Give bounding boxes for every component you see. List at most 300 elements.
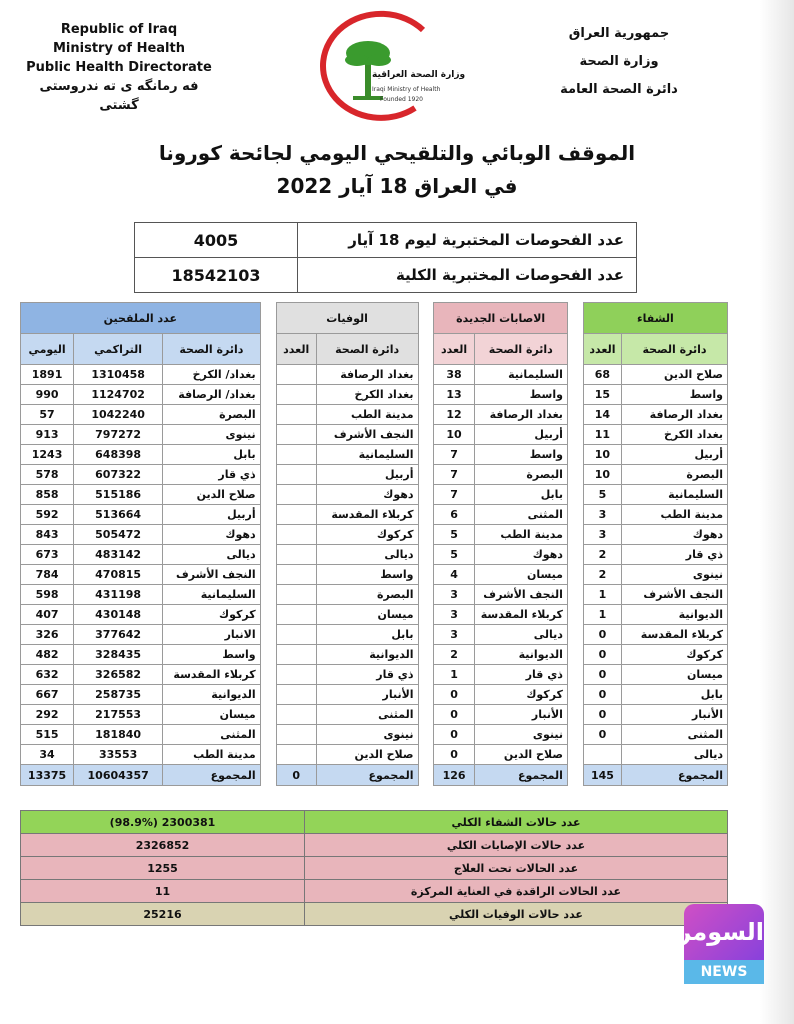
summary-label: عدد الحالات الراقدة في العناية المركزة	[305, 880, 728, 903]
col-count: العدد	[434, 334, 474, 365]
row-recovered-directorate: الأنبار	[622, 705, 728, 725]
row-recovered-count: 10	[583, 465, 621, 485]
row-cases-count: 6	[434, 505, 474, 525]
row-recovered-count: 5	[583, 485, 621, 505]
row-cases-directorate: النجف الأشرف	[474, 585, 567, 605]
row-deaths-directorate: بابل	[316, 625, 418, 645]
row-vacc-directorate: ديالى	[163, 545, 261, 565]
spacer	[260, 525, 276, 545]
row-recovered-count: 14	[583, 405, 621, 425]
row-deaths-count	[276, 365, 316, 385]
spacer	[418, 425, 434, 445]
header-ar-line: وزارة الصحة	[579, 54, 659, 69]
logo-english-text: Iraqi Ministry of Health	[372, 86, 441, 93]
summary-value: 11	[21, 880, 305, 903]
summary-label: عدد حالات الإصابات الكلي	[305, 834, 728, 857]
deaths-header: الوفيات	[276, 303, 418, 334]
daily-tests-label: عدد الفحوصات المختبرية ليوم 18 آيار	[298, 223, 637, 258]
row-cases-count: 3	[434, 625, 474, 645]
table-row	[21, 545, 728, 565]
spacer	[418, 445, 434, 465]
row-recovered-count: 0	[583, 725, 621, 745]
table-row	[21, 565, 728, 585]
summary-row	[21, 811, 728, 834]
row-cases-directorate: البصرة	[474, 465, 567, 485]
row-deaths-directorate: نينوى	[316, 725, 418, 745]
row-recovered-count: 0	[583, 705, 621, 725]
row-deaths-directorate: النجف الأشرف	[316, 425, 418, 445]
row-vacc-directorate: ميسان	[163, 705, 261, 725]
spacer	[567, 665, 583, 685]
header-en-line: Ministry of Health	[53, 41, 185, 56]
col-count: العدد	[583, 334, 621, 365]
row-deaths-count	[276, 385, 316, 405]
row-recovered-count: 1	[583, 585, 621, 605]
spacer	[260, 765, 276, 786]
row-deaths-count	[276, 745, 316, 765]
row-vacc-daily: 843	[21, 525, 74, 545]
row-cases-count: 12	[434, 405, 474, 425]
table-row	[21, 445, 728, 465]
summary-label: عدد حالات الوفيات الكلي	[305, 903, 728, 926]
row-recovered-directorate: أربيل	[622, 445, 728, 465]
table-row	[21, 685, 728, 705]
row-vacc-directorate: ذي قار	[163, 465, 261, 485]
lab-tests-table	[134, 222, 637, 293]
spacer	[567, 303, 583, 334]
spacer	[260, 545, 276, 565]
row-recovered-directorate: بغداد الرصافة	[622, 405, 728, 425]
row-deaths-directorate: ميسان	[316, 605, 418, 625]
row-vacc-directorate: بغداد/ الكرخ	[163, 365, 261, 385]
spacer	[567, 625, 583, 645]
row-deaths-count	[276, 585, 316, 605]
table-row	[21, 485, 728, 505]
row-deaths-count	[276, 645, 316, 665]
row-cases-count: 2	[434, 645, 474, 665]
summary-value: 2326852	[21, 834, 305, 857]
summary-table	[20, 810, 728, 926]
row-cases-directorate: الديوانية	[474, 645, 567, 665]
row-vacc-daily: 673	[21, 545, 74, 565]
spacer	[260, 425, 276, 445]
total-tests-label: عدد الفحوصات المختبرية الكلية	[298, 258, 637, 293]
daily-tests-value: 4005	[135, 223, 298, 258]
covid-stats-table	[20, 302, 728, 786]
summary-row	[21, 857, 728, 880]
row-vacc-cumulative: 326582	[74, 665, 163, 685]
row-recovered-count: 2	[583, 545, 621, 565]
row-recovered-count: 0	[583, 665, 621, 685]
header-en-line: Public Health Directorate	[26, 60, 212, 75]
row-vacc-directorate: النجف الأشرف	[163, 565, 261, 585]
summary-value: 2300381 (98.9%)	[21, 811, 305, 834]
spacer	[567, 545, 583, 565]
ministry-logo	[305, 8, 455, 123]
row-vacc-daily: 913	[21, 425, 74, 445]
spacer	[567, 725, 583, 745]
spacer	[260, 365, 276, 385]
row-vacc-directorate: واسط	[163, 645, 261, 665]
row-cases-count: 10	[434, 425, 474, 445]
row-vacc-daily: 482	[21, 645, 74, 665]
col-cumulative: التراكمي	[74, 334, 163, 365]
spacer	[260, 405, 276, 425]
totals-label: المجموع	[474, 765, 567, 786]
row-recovered-directorate: النجف الأشرف	[622, 585, 728, 605]
row-deaths-directorate: المثنى	[316, 705, 418, 725]
spacer	[418, 565, 434, 585]
spacer	[418, 685, 434, 705]
row-deaths-directorate: البصرة	[316, 585, 418, 605]
row-cases-directorate: صلاح الدين	[474, 745, 567, 765]
row-cases-count: 0	[434, 685, 474, 705]
spacer	[567, 465, 583, 485]
row-deaths-count	[276, 685, 316, 705]
header-kurdish-line: فه رمانگه ى ته ندروستى گشتى	[39, 79, 199, 113]
row-cases-directorate: أربيل	[474, 425, 567, 445]
row-recovered-count: 68	[583, 365, 621, 385]
row-cases-directorate: ميسان	[474, 565, 567, 585]
row-cases-count: 1	[434, 665, 474, 685]
spacer	[567, 425, 583, 445]
col-directorate: دائرة الصحة	[474, 334, 567, 365]
row-vacc-cumulative: 217553	[74, 705, 163, 725]
spacer	[260, 465, 276, 485]
row-recovered-count: 0	[583, 625, 621, 645]
row-deaths-directorate: ذي قار	[316, 665, 418, 685]
row-vacc-cumulative: 797272	[74, 425, 163, 445]
row-vacc-cumulative: 1310458	[74, 365, 163, 385]
row-recovered-count: 15	[583, 385, 621, 405]
spacer	[260, 445, 276, 465]
row-vacc-directorate: كربلاء المقدسة	[163, 665, 261, 685]
row-recovered-directorate: بابل	[622, 685, 728, 705]
row-vacc-daily: 326	[21, 625, 74, 645]
spacer	[418, 665, 434, 685]
spacer	[260, 645, 276, 665]
row-vacc-daily: 990	[21, 385, 74, 405]
row-vacc-daily: 858	[21, 485, 74, 505]
row-recovered-count: 0	[583, 645, 621, 665]
row-cases-directorate: كربلاء المقدسة	[474, 605, 567, 625]
spacer	[567, 565, 583, 585]
row-vacc-daily: 667	[21, 685, 74, 705]
row-recovered-directorate: مدينة الطب	[622, 505, 728, 525]
row-recovered-count	[583, 745, 621, 765]
spacer	[418, 334, 434, 365]
row-vacc-directorate: بغداد/ الرصافة	[163, 385, 261, 405]
row-vacc-directorate: الانبار	[163, 625, 261, 645]
totals-label: المجموع	[316, 765, 418, 786]
table-row	[21, 705, 728, 725]
row-deaths-directorate: كربلاء المقدسة	[316, 505, 418, 525]
row-recovered-directorate: ديالى	[622, 745, 728, 765]
row-deaths-directorate: بغداد الكرخ	[316, 385, 418, 405]
row-cases-directorate: نينوى	[474, 725, 567, 745]
page-subtitle: في العراق 18 آيار 2022	[276, 174, 518, 198]
row-vacc-daily: 1891	[21, 365, 74, 385]
spacer	[260, 334, 276, 365]
daily-tests-row	[135, 223, 637, 258]
spacer	[260, 605, 276, 625]
row-recovered-directorate: المثنى	[622, 725, 728, 745]
table-row	[21, 645, 728, 665]
row-deaths-count	[276, 625, 316, 645]
row-vacc-daily: 407	[21, 605, 74, 625]
table-row	[21, 425, 728, 445]
row-recovered-directorate: ميسان	[622, 665, 728, 685]
spacer	[567, 505, 583, 525]
logo-founded-text: Founded 1920	[380, 96, 423, 103]
total-tests-value: 18542103	[135, 258, 298, 293]
row-deaths-count	[276, 405, 316, 425]
row-recovered-directorate: ذي قار	[622, 545, 728, 565]
total-deaths: 0	[276, 765, 316, 786]
row-vacc-cumulative: 430148	[74, 605, 163, 625]
row-recovered-directorate: السليمانية	[622, 485, 728, 505]
spacer	[418, 485, 434, 505]
col-directorate: دائرة الصحة	[316, 334, 418, 365]
row-recovered-count: 3	[583, 505, 621, 525]
row-cases-directorate: بابل	[474, 485, 567, 505]
row-vacc-daily: 784	[21, 565, 74, 585]
total-tests-row	[135, 258, 637, 293]
row-cases-count: 7	[434, 465, 474, 485]
spacer	[418, 765, 434, 786]
spacer	[567, 365, 583, 385]
row-cases-directorate: الأنبار	[474, 705, 567, 725]
table-row	[21, 625, 728, 645]
totals-row	[21, 765, 728, 786]
summary-label: عدد الحالات تحت العلاج	[305, 857, 728, 880]
spacer	[260, 485, 276, 505]
row-deaths-directorate: كركوك	[316, 525, 418, 545]
row-deaths-directorate: مدينة الطب	[316, 405, 418, 425]
spacer	[567, 745, 583, 765]
row-cases-directorate: بغداد الرصافة	[474, 405, 567, 425]
row-deaths-count	[276, 505, 316, 525]
row-vacc-cumulative: 470815	[74, 565, 163, 585]
column-header-row	[21, 334, 728, 365]
spacer	[567, 334, 583, 365]
row-vacc-directorate: السليمانية	[163, 585, 261, 605]
header-arabic	[554, 20, 684, 104]
spacer	[260, 385, 276, 405]
row-recovered-count: 1	[583, 605, 621, 625]
row-vacc-cumulative: 431198	[74, 585, 163, 605]
totals-label: المجموع	[163, 765, 261, 786]
row-vacc-daily: 598	[21, 585, 74, 605]
spacer	[567, 405, 583, 425]
table-row	[21, 725, 728, 745]
row-vacc-directorate: الديوانية	[163, 685, 261, 705]
spacer	[418, 605, 434, 625]
row-vacc-cumulative: 33553	[74, 745, 163, 765]
spacer	[260, 505, 276, 525]
spacer	[567, 485, 583, 505]
row-cases-count: 7	[434, 445, 474, 465]
row-recovered-count: 11	[583, 425, 621, 445]
row-cases-count: 3	[434, 605, 474, 625]
row-deaths-directorate: دهوك	[316, 485, 418, 505]
row-deaths-count	[276, 665, 316, 685]
row-cases-directorate: واسط	[474, 445, 567, 465]
row-vacc-cumulative: 181840	[74, 725, 163, 745]
row-cases-count: 38	[434, 365, 474, 385]
summary-row	[21, 834, 728, 857]
alsumaria-news-logo	[653, 904, 764, 984]
spacer	[260, 665, 276, 685]
header-ar-line: دائرة الصحة العامة	[560, 82, 678, 97]
row-vacc-daily: 292	[21, 705, 74, 725]
summary-value: 1255	[21, 857, 305, 880]
row-vacc-daily: 57	[21, 405, 74, 425]
row-cases-count: 0	[434, 725, 474, 745]
spacer	[260, 625, 276, 645]
section-header-row	[21, 303, 728, 334]
row-recovered-directorate: صلاح الدين	[622, 365, 728, 385]
table-row	[21, 525, 728, 545]
row-vacc-directorate: أربيل	[163, 505, 261, 525]
spacer	[260, 565, 276, 585]
row-deaths-count	[276, 465, 316, 485]
row-deaths-count	[276, 605, 316, 625]
table-row	[21, 585, 728, 605]
row-recovered-directorate: دهوك	[622, 525, 728, 545]
vaccinated-header: عدد الملقحين	[21, 303, 261, 334]
row-cases-directorate: المثنى	[474, 505, 567, 525]
spacer	[418, 505, 434, 525]
total-recovered: 145	[583, 765, 621, 786]
spacer	[418, 625, 434, 645]
header-english	[24, 20, 214, 115]
row-recovered-directorate: كركوك	[622, 645, 728, 665]
table-row	[21, 505, 728, 525]
spacer	[567, 705, 583, 725]
row-vacc-cumulative: 328435	[74, 645, 163, 665]
table-row	[21, 365, 728, 385]
row-vacc-directorate: كركوك	[163, 605, 261, 625]
row-deaths-directorate: أربيل	[316, 465, 418, 485]
row-deaths-count	[276, 425, 316, 445]
row-vacc-cumulative: 377642	[74, 625, 163, 645]
spacer	[567, 685, 583, 705]
spacer	[418, 465, 434, 485]
row-recovered-count: 3	[583, 525, 621, 545]
table-body	[21, 365, 728, 765]
spacer	[567, 585, 583, 605]
row-deaths-directorate: واسط	[316, 565, 418, 585]
table-row	[21, 385, 728, 405]
row-recovered-directorate: نينوى	[622, 565, 728, 585]
row-vacc-cumulative: 505472	[74, 525, 163, 545]
badge-news: NEWS	[684, 960, 764, 984]
table-row	[21, 405, 728, 425]
new-cases-header: الاصابات الجديدة	[434, 303, 568, 334]
row-deaths-directorate: ديالى	[316, 545, 418, 565]
row-cases-count: 0	[434, 745, 474, 765]
row-vacc-daily: 578	[21, 465, 74, 485]
row-cases-count: 0	[434, 705, 474, 725]
row-vacc-directorate: صلاح الدين	[163, 485, 261, 505]
spacer	[418, 385, 434, 405]
row-recovered-directorate: كربلاء المقدسة	[622, 625, 728, 645]
total-vacc-cumulative: 10604357	[74, 765, 163, 786]
row-deaths-directorate: الأنبار	[316, 685, 418, 705]
row-vacc-cumulative: 1124702	[74, 385, 163, 405]
row-vacc-cumulative: 607322	[74, 465, 163, 485]
table-row	[21, 605, 728, 625]
spacer	[418, 585, 434, 605]
summary-value: 25216	[21, 903, 305, 926]
row-recovered-count: 0	[583, 685, 621, 705]
spacer	[418, 405, 434, 425]
spacer	[567, 765, 583, 786]
row-vacc-daily: 632	[21, 665, 74, 685]
row-recovered-directorate: واسط	[622, 385, 728, 405]
row-deaths-count	[276, 485, 316, 505]
logo-arabic-text: وزارة الصحة العراقية	[372, 70, 466, 80]
row-vacc-directorate: البصرة	[163, 405, 261, 425]
totals-label: المجموع	[622, 765, 728, 786]
row-cases-directorate: واسط	[474, 385, 567, 405]
row-deaths-count	[276, 545, 316, 565]
row-recovered-count: 2	[583, 565, 621, 585]
row-recovered-count: 10	[583, 445, 621, 465]
row-cases-count: 4	[434, 565, 474, 585]
spacer	[418, 303, 434, 334]
spacer	[260, 745, 276, 765]
spacer	[567, 605, 583, 625]
spacer	[260, 705, 276, 725]
row-cases-count: 13	[434, 385, 474, 405]
header-en-line: Republic of Iraq	[60, 22, 178, 37]
row-recovered-directorate: بغداد الكرخ	[622, 425, 728, 445]
row-vacc-daily: 592	[21, 505, 74, 525]
row-vacc-directorate: بابل	[163, 445, 261, 465]
spacer	[418, 365, 434, 385]
row-deaths-count	[276, 445, 316, 465]
row-cases-count: 3	[434, 585, 474, 605]
header-ar-line: جمهورية العراق	[568, 26, 670, 41]
row-cases-directorate: السليمانية	[474, 365, 567, 385]
summary-row	[21, 903, 728, 926]
table-row	[21, 665, 728, 685]
badge-title: السومرية	[653, 918, 764, 946]
spacer	[567, 385, 583, 405]
spacer	[260, 585, 276, 605]
col-daily: اليومي	[21, 334, 74, 365]
summary-label: عدد حالات الشفاء الكلي	[305, 811, 728, 834]
spacer	[418, 705, 434, 725]
spacer	[260, 725, 276, 745]
spacer	[567, 525, 583, 545]
page-title: الموقف الوبائي والتلقيحي اليومي لجائحة كورونا	[158, 141, 636, 165]
col-directorate: دائرة الصحة	[622, 334, 728, 365]
spacer	[418, 545, 434, 565]
row-vacc-daily: 515	[21, 725, 74, 745]
spacer	[567, 645, 583, 665]
row-vacc-daily: 34	[21, 745, 74, 765]
row-vacc-directorate: المثنى	[163, 725, 261, 745]
row-vacc-directorate: نينوى	[163, 425, 261, 445]
total-vacc-daily: 13375	[21, 765, 74, 786]
col-count: العدد	[276, 334, 316, 365]
row-deaths-count	[276, 525, 316, 545]
row-vacc-cumulative: 258735	[74, 685, 163, 705]
table-row	[21, 745, 728, 765]
